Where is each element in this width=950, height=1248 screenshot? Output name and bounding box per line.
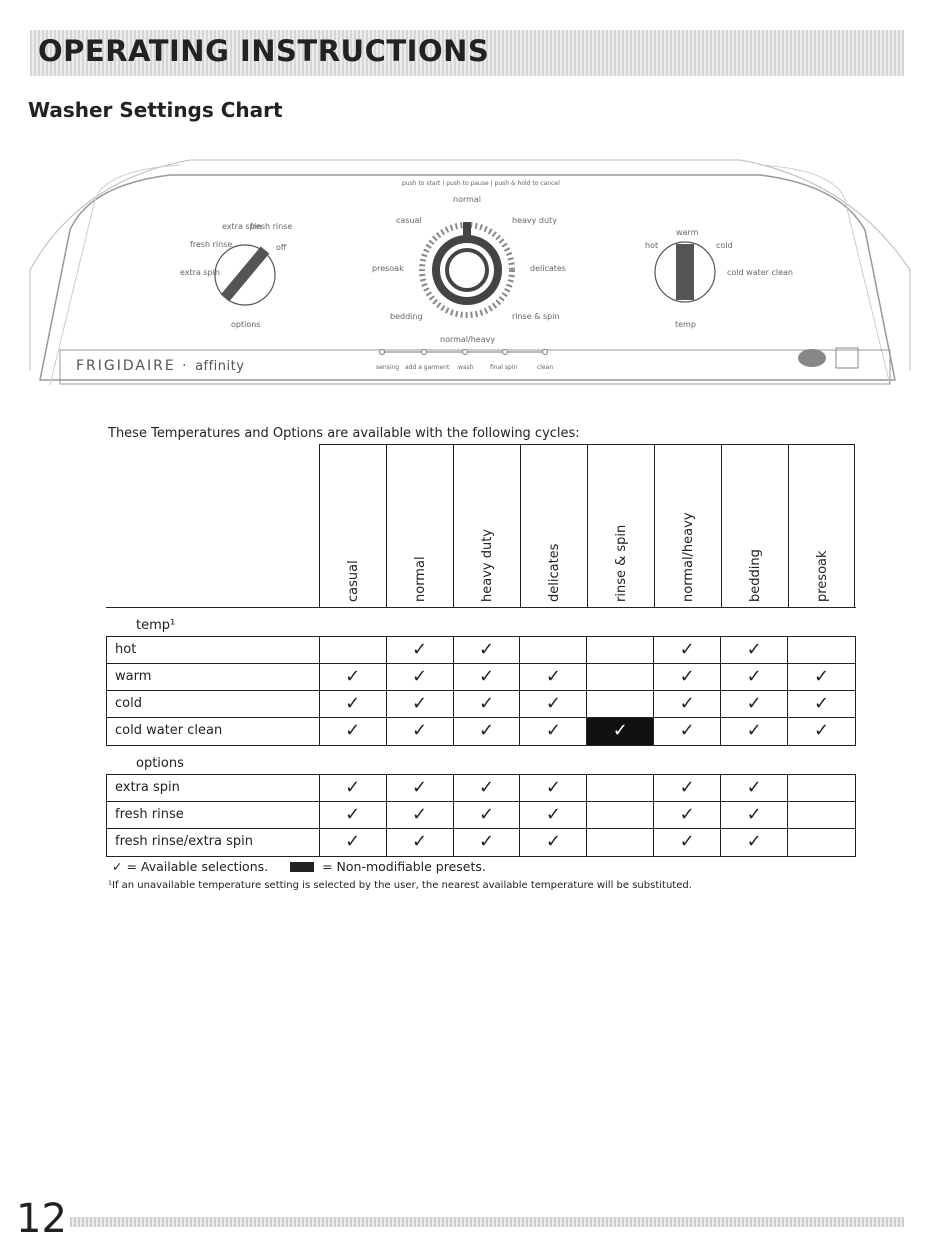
cycle-label-rinse-spin: rinse & spin [512, 312, 560, 321]
cycle-label-heavy-duty: heavy duty [512, 216, 557, 225]
washer-settings-table [106, 444, 856, 857]
table-cell: ✓ [387, 718, 454, 745]
table-cell: ✓ [654, 802, 721, 828]
cycle-column-header [520, 444, 587, 608]
washer-control-panel-illustration [20, 140, 920, 390]
options-label-fresh-rinse: fresh rinse [250, 222, 293, 231]
cycle-label-bedding: bedding [390, 312, 423, 321]
table-cell: ✓ [387, 829, 454, 856]
table-cell [320, 637, 387, 663]
preset-cell: ✓ [587, 718, 654, 745]
temp-label-cold-water-clean: cold water clean [727, 268, 793, 277]
table-cell: ✓ [387, 802, 454, 828]
page-number: 12 [16, 1196, 67, 1242]
table-cell [788, 775, 855, 801]
table-cell: ✓ [721, 691, 788, 717]
table-cell: ✓ [320, 718, 387, 745]
options-dial-caption: options [231, 320, 261, 329]
table-cell: ✓ [454, 829, 521, 856]
cycle-column-header [654, 444, 721, 608]
table-cell: ✓ [454, 775, 521, 801]
temp-label-cold: cold [716, 241, 733, 250]
table-cell [587, 829, 654, 856]
options-table [106, 774, 856, 857]
table-cell: ✓ [320, 691, 387, 717]
brand-subline: affinity [195, 359, 245, 374]
table-row [107, 637, 855, 664]
legend-available: ✓ = Available selections. [112, 859, 269, 874]
table-cell [788, 829, 855, 856]
table-cell [788, 637, 855, 663]
table-cell: ✓ [320, 664, 387, 690]
table-cell: ✓ [721, 829, 788, 856]
table-row [107, 829, 855, 856]
cycle-column-label: normal/heavy [681, 512, 696, 602]
cycle-label-delicates: delicates [530, 264, 566, 273]
table-cell: ✓ [654, 829, 721, 856]
temp-dial-caption: temp [675, 320, 696, 329]
cycle-column-header [721, 444, 788, 608]
table-cell: ✓ [520, 718, 587, 745]
table-row [107, 718, 855, 745]
progress-wash: wash [458, 364, 474, 371]
row-label: hot [107, 637, 320, 663]
options-group-label: options [136, 756, 184, 771]
table-cell: ✓ [520, 664, 587, 690]
legend-preset: = Non-modifiable presets. [322, 859, 486, 874]
table-row [107, 664, 855, 691]
table-cell: ✓ [721, 718, 788, 745]
panel-top-text: push to start | push to pause | push & hold to cancel [402, 180, 560, 187]
footer-bar [70, 1217, 904, 1227]
table-cell: ✓ [387, 637, 454, 663]
table-cell: ✓ [721, 637, 788, 663]
footnote: ¹If an unavailable temperature setting is selected by the user, the nearest available temperature will be substituted. [108, 880, 692, 891]
table-cell: ✓ [654, 718, 721, 745]
table-cell: ✓ [454, 637, 521, 663]
cycle-column-label: casual [346, 560, 361, 602]
cycle-column-header [587, 444, 654, 608]
table-cell: ✓ [654, 691, 721, 717]
cycle-column-label: rinse & spin [614, 524, 629, 602]
cycle-label-casual: casual [396, 216, 422, 225]
row-label: fresh rinse/extra spin [107, 829, 320, 856]
cycle-label-presoak: presoak [372, 264, 404, 273]
cycle-label-normal-heavy: normal/heavy [440, 335, 496, 344]
brand-logo: FRIGIDAIRE · affinity [76, 358, 245, 374]
table-cell: ✓ [520, 775, 587, 801]
row-label: cold water clean [107, 718, 320, 745]
table-cell: ✓ [813, 720, 830, 741]
table-cell: ✓ [520, 802, 587, 828]
table-cell: ✓ [813, 693, 830, 714]
table-cell [587, 637, 654, 663]
cycle-column-label: heavy duty [480, 528, 495, 602]
table-cell [587, 775, 654, 801]
table-cell: ✓ [813, 666, 830, 687]
preset-swatch [290, 862, 314, 872]
progress-sensing: sensing [376, 364, 400, 371]
chart-intro: These Temperatures and Options are available with the following cycles: [108, 426, 580, 441]
row-label: warm [107, 664, 320, 690]
table-cell [587, 664, 654, 690]
table-row [107, 691, 855, 718]
cycle-column-header [386, 444, 453, 608]
table-cell: ✓ [454, 802, 521, 828]
cycle-column-header [788, 444, 855, 608]
cycle-column-label: delicates [547, 543, 562, 602]
options-label-extra-spin-left: extra spin [180, 268, 220, 277]
table-cell: ✓ [520, 691, 587, 717]
progress-final-spin: final spin [490, 364, 518, 371]
options-label-extra-spin: extra spin [222, 222, 262, 231]
cycle-column-header [319, 444, 386, 608]
table-cell: ✓ [454, 691, 521, 717]
table-cell: ✓ [454, 664, 521, 690]
table-cell: ✓ [721, 664, 788, 690]
table-cell: ✓ [387, 691, 454, 717]
temp-label-hot: hot [645, 241, 659, 250]
options-label-off: off [276, 243, 287, 252]
table-cell: ✓ [721, 802, 788, 828]
table-cell: ✓ [320, 775, 387, 801]
table-cell: ✓ [654, 637, 721, 663]
table-cell: ✓ [654, 775, 721, 801]
table-row [107, 775, 855, 802]
row-label: extra spin [107, 775, 320, 801]
temp-label-warm: warm [676, 228, 699, 237]
table-cell [587, 802, 654, 828]
table-cell: ✓ [387, 664, 454, 690]
table-cell [788, 802, 855, 828]
temp-group-label: temp¹ [136, 618, 176, 633]
legend [112, 859, 486, 874]
cycle-column-header [453, 444, 520, 608]
cycle-column-label: normal [413, 556, 428, 602]
table-cell: ✓ [721, 775, 788, 801]
row-label: fresh rinse [107, 802, 320, 828]
options-label-fresh-rinse-left: fresh rinse [190, 240, 233, 249]
table-cell [520, 637, 587, 663]
brand-name: FRIGIDAIRE [76, 358, 176, 374]
cycle-column-label: bedding [748, 549, 763, 602]
table-cell: ✓ [387, 775, 454, 801]
temp-table [106, 636, 856, 746]
section-title: Washer Settings Chart [28, 98, 283, 122]
progress-clean: clean [537, 364, 554, 371]
table-cell: ✓ [454, 718, 521, 745]
row-label: cold [107, 691, 320, 717]
cycle-label-normal: normal [453, 195, 482, 204]
table-cell: ✓ [654, 664, 721, 690]
cycle-header-row [106, 444, 856, 608]
table-row [107, 802, 855, 829]
table-cell: ✓ [520, 829, 587, 856]
table-cell: ✓ [320, 829, 387, 856]
cycle-column-label: presoak [814, 550, 830, 602]
page-title: OPERATING INSTRUCTIONS [38, 34, 490, 68]
table-cell: ✓ [320, 802, 387, 828]
table-cell [587, 691, 654, 717]
progress-add-garment: add a garment [405, 364, 450, 371]
